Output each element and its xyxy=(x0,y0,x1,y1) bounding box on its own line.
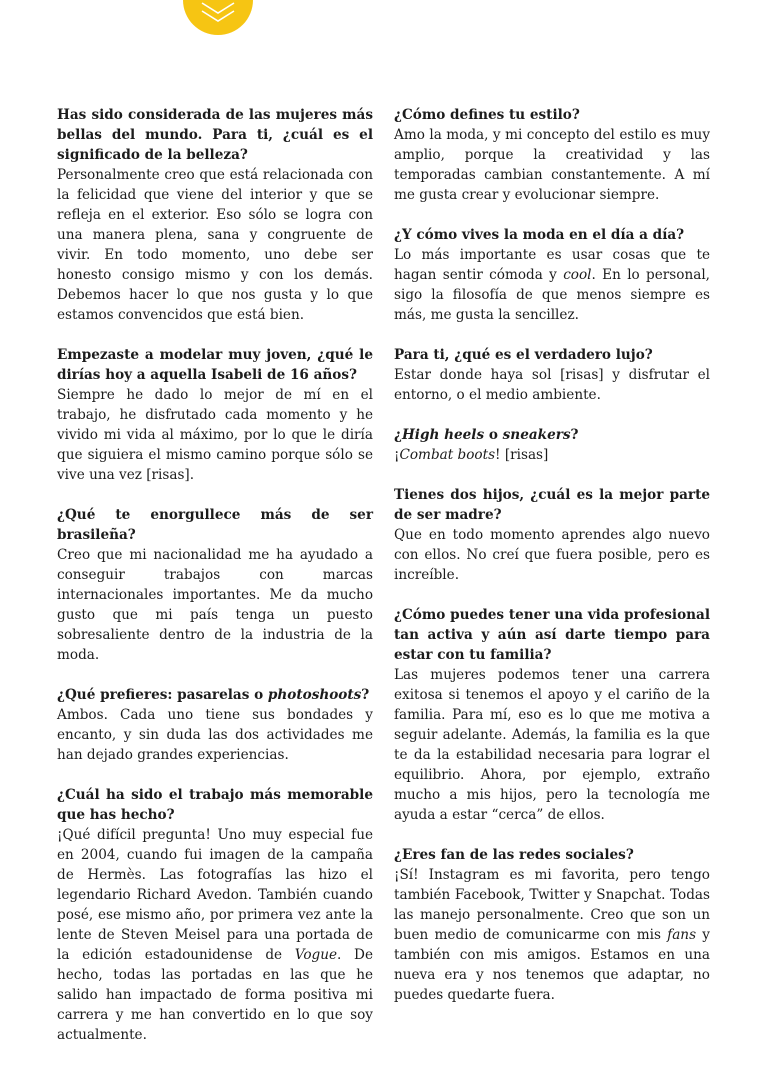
qa-daily-fashion xyxy=(394,225,710,325)
answer-text-end: . En lo personal, sigo la filosofía de que menos siempre es más, me gusta la sencillez. xyxy=(394,267,710,323)
question-emphasis: photoshoots xyxy=(267,687,362,703)
qa-social-media xyxy=(394,845,710,1005)
question-emphasis: High heels xyxy=(401,427,485,443)
question: Para ti, ¿qué es el verdadero lujo? xyxy=(394,347,653,363)
answer-emphasis: Combat boots xyxy=(399,447,496,463)
qa-memorable-work xyxy=(57,785,373,1045)
answer: Creo que mi nacionalidad me ha ayudado a conseguir trabajos con marcas internacionales importantes. Me da mucho gusto que mi país tenga un puesto sobresaliente dentro de la industria de la moda. xyxy=(57,547,373,663)
qa-true-luxury xyxy=(394,345,710,405)
answer: Que en todo momento aprendes algo nuevo con ellos. No creí que fuera posible, pero es increíble. xyxy=(394,527,710,583)
qa-young-isabeli xyxy=(57,345,373,485)
answer-text: ¡ xyxy=(394,447,400,463)
question xyxy=(394,425,710,445)
question: ¿Cómo puedes tener una vida profesional tan activa y aún así darte tiempo para estar con tu familia? xyxy=(394,607,710,663)
question: Has sido considerada de las mujeres más bellas del mundo. Para ti, ¿cuál es el significado de la belleza? xyxy=(57,107,373,163)
left-column xyxy=(57,105,373,1065)
question: Empezaste a modelar muy joven, ¿qué le dirías hoy a aquella Isabeli de 16 años? xyxy=(57,347,373,383)
answer xyxy=(394,865,710,1005)
answer-emphasis: Vogue xyxy=(294,947,338,963)
right-column xyxy=(394,105,710,1025)
question-emphasis-2: sneakers xyxy=(502,427,571,443)
answer: Personalmente creo que está relacionada con la felicidad que viene del interior y que se refleja en el exterior. Eso sólo se logra con una manera plena, sana y congruente de vivir. En todo momento, uno debe ser honesto consigo mismo y con los demás. Debemos hacer lo que nos gusta y lo que estamos convencidos que está bien. xyxy=(57,167,373,323)
qa-work-family-balance xyxy=(394,605,710,825)
answer-text: ¡Sí! Instagram es mi favorita, pero tengo también Facebook, Twitter y Snapchat. Todas las manejo personalmente. Creo que son un buen medio de comunicarme con mis xyxy=(394,867,710,943)
page-badge xyxy=(183,0,253,35)
question xyxy=(57,685,373,705)
answer xyxy=(394,445,710,465)
answer: Siempre he dado lo mejor de mí en el trabajo, he disfrutado cada momento y he vivido mi vida al máximo, por lo que le diría que siguiera el mismo camino porque sólo se vive una vez [risas]. xyxy=(57,387,373,483)
question-text-end: ? xyxy=(361,687,370,703)
question: ¿Y cómo vives la moda en el día a día? xyxy=(394,227,685,243)
question: ¿Eres fan de las redes sociales? xyxy=(394,847,634,863)
answer-emphasis: fans xyxy=(667,927,697,943)
question: Tienes dos hijos, ¿cuál es la mejor parte de ser madre? xyxy=(394,487,710,523)
question: ¿Cuál ha sido el trabajo más memorable que has hecho? xyxy=(57,787,373,823)
qa-runway-photoshoots xyxy=(57,685,373,765)
qa-heels-sneakers xyxy=(394,425,710,465)
question: ¿Qué te enorgullece más de ser brasileña? xyxy=(57,507,373,543)
question-text-mid: o xyxy=(484,427,503,443)
answer xyxy=(57,825,373,1045)
answer: Estar donde haya sol [risas] y disfrutar el entorno, o el medio ambiente. xyxy=(394,367,710,403)
answer-text-end: ! [risas] xyxy=(495,447,549,463)
qa-brazilian xyxy=(57,505,373,665)
question-text: ¿ xyxy=(394,427,402,443)
question-text-end: ? xyxy=(570,427,579,443)
answer-text-end: y también con mis amigos. Estamos en una nueva era y nos tenemos que adaptar, no puedes quedarte fuera. xyxy=(394,927,710,1003)
question: ¿Cómo defines tu estilo? xyxy=(394,107,580,123)
qa-style xyxy=(394,105,710,205)
answer-text-end: . De hecho, todas las portadas en las que he salido han impactado de forma positiva mi carrera y me han convertido en lo que soy actualmente. xyxy=(57,947,373,1043)
answer: Amo la moda, y mi concepto del estilo es muy amplio, porque la creatividad y las temporadas cambian constantemente. A mí me gusta crear y evolucionar siempre. xyxy=(394,127,710,203)
question-text: ¿Qué prefieres: pasarelas o xyxy=(57,687,268,703)
qa-beauty xyxy=(57,105,373,325)
chevron-down-icon xyxy=(200,1,236,25)
answer: Ambos. Cada uno tiene sus bondades y encanto, y sin duda las dos actividades me han dejado grandes experiencias. xyxy=(57,707,373,763)
answer-text: Lo más importante es usar cosas que te hagan sentir cómoda y xyxy=(394,247,710,283)
answer-text: ¡Qué difícil pregunta! Uno muy especial fue en 2004, cuando fui imagen de la campaña de Hermès. Las fotografías las hizo el legendario Richard Avedon. También cuando posé, ese mismo año, por primera vez ante la lente de Steven Meisel para una portada de la edición estadounidense de xyxy=(57,827,373,963)
answer xyxy=(394,245,710,325)
qa-motherhood xyxy=(394,485,710,585)
answer-emphasis: cool xyxy=(563,267,592,283)
answer: Las mujeres podemos tener una carrera exitosa si tenemos el apoyo y el cariño de la familia. Para mí, eso es lo que me motiva a seguir adelante. Además, la familia es la que te da la estabilidad necesaria para lograr el equilibrio. Ahora, por ejemplo, extraño mucho a mis hijos, pero la tecnología me ayuda a estar “cerca” de ellos. xyxy=(394,667,710,823)
